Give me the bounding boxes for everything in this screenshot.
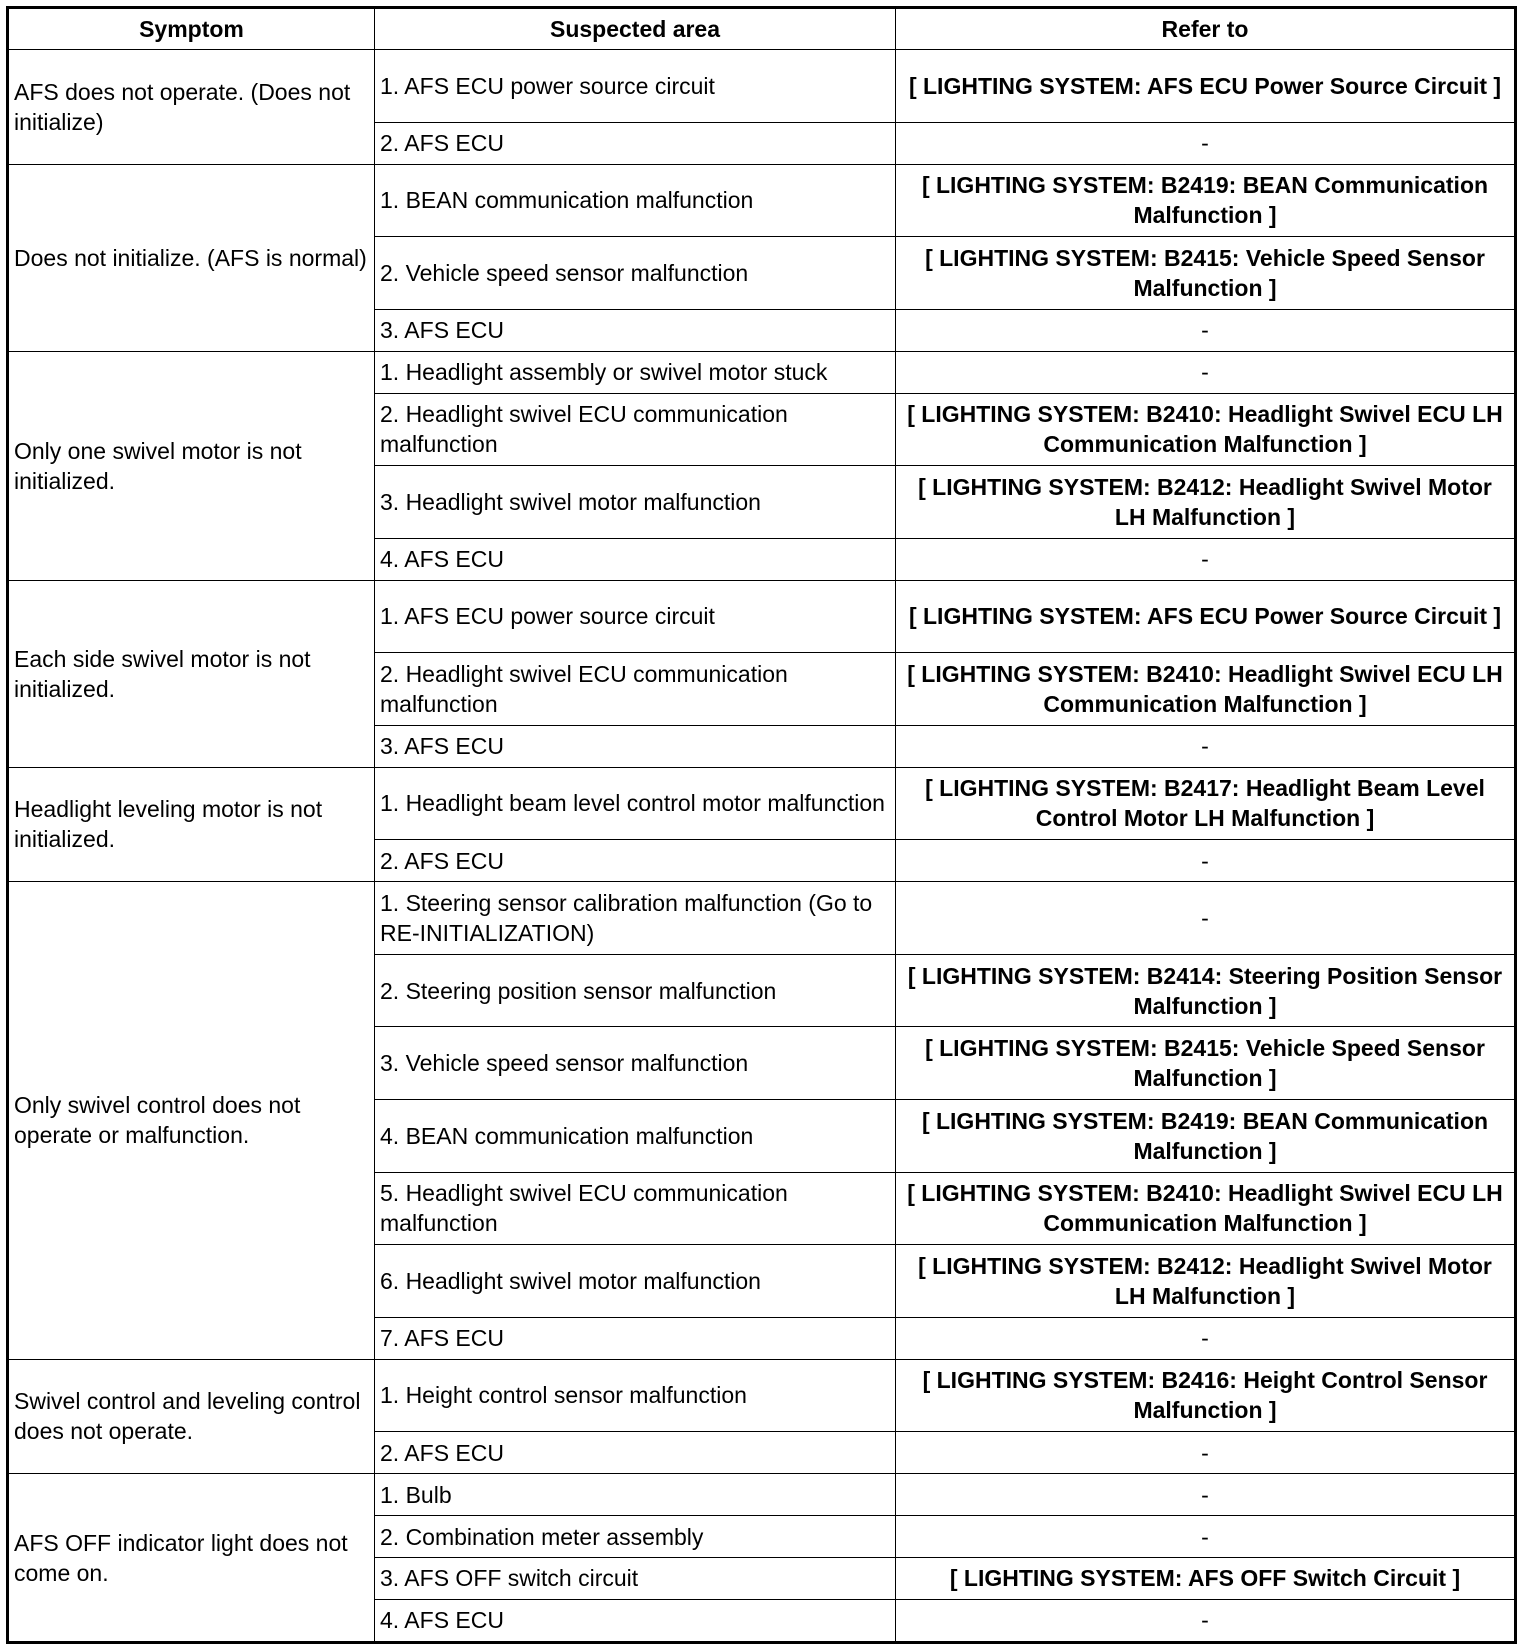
suspected-area-cell: 3. AFS ECU xyxy=(375,309,896,351)
refer-to-reference-cell: [ LIGHTING SYSTEM: B2419: BEAN Communication Malfunction ] xyxy=(896,1099,1516,1172)
symptom-cell: AFS does not operate. (Does not initialize) xyxy=(8,50,375,165)
suspected-area-cell: 3. Headlight swivel motor malfunction xyxy=(375,466,896,539)
table-row xyxy=(8,1359,1516,1432)
suspected-area-cell: 6. Headlight swivel motor malfunction xyxy=(375,1245,896,1318)
refer-to-reference-cell: [ LIGHTING SYSTEM: AFS OFF Switch Circuit ] xyxy=(896,1557,1516,1599)
suspected-area-cell: 7. AFS ECU xyxy=(375,1317,896,1359)
refer-to-empty-cell: - xyxy=(896,538,1516,580)
suspected-area-cell: 1. AFS ECU power source circuit xyxy=(375,580,896,653)
symptom-cell: AFS OFF indicator light does not come on. xyxy=(8,1474,375,1643)
suspected-area-cell: 2. AFS ECU xyxy=(375,122,896,164)
symptom-cell: Headlight leveling motor is not initialized. xyxy=(8,767,375,882)
refer-to-empty-cell: - xyxy=(896,351,1516,393)
symptom-cell: Only swivel control does not operate or malfunction. xyxy=(8,882,375,1359)
table-row xyxy=(8,882,1516,955)
problem-symptoms-table-sheet xyxy=(6,6,1514,1644)
table-row xyxy=(8,351,1516,393)
suspected-area-cell: 1. Bulb xyxy=(375,1474,896,1516)
refer-to-reference-cell: [ LIGHTING SYSTEM: B2412: Headlight Swivel Motor LH Malfunction ] xyxy=(896,466,1516,539)
refer-to-empty-cell: - xyxy=(896,1432,1516,1474)
symptom-cell: Each side swivel motor is not initialized. xyxy=(8,580,375,767)
suspected-area-cell: 2. AFS ECU xyxy=(375,840,896,882)
suspected-area-cell: 1. Steering sensor calibration malfunction (Go to RE-INITIALIZATION) xyxy=(375,882,896,955)
table-header-row xyxy=(8,8,1516,50)
table-row xyxy=(8,50,1516,123)
refer-to-reference-cell: [ LIGHTING SYSTEM: B2416: Height Control Sensor Malfunction ] xyxy=(896,1359,1516,1432)
refer-to-reference-cell: [ LIGHTING SYSTEM: B2414: Steering Position Sensor Malfunction ] xyxy=(896,954,1516,1027)
refer-to-empty-cell: - xyxy=(896,725,1516,767)
problem-symptoms-table xyxy=(6,6,1517,1644)
column-header-refer-to: Refer to xyxy=(896,8,1516,50)
column-header-suspected-area: Suspected area xyxy=(375,8,896,50)
suspected-area-cell: 1. AFS ECU power source circuit xyxy=(375,50,896,123)
refer-to-empty-cell: - xyxy=(896,1317,1516,1359)
suspected-area-cell: 2. Combination meter assembly xyxy=(375,1516,896,1558)
suspected-area-cell: 5. Headlight swivel ECU communication malfunction xyxy=(375,1172,896,1245)
column-header-symptom: Symptom xyxy=(8,8,375,50)
table-row xyxy=(8,164,1516,237)
refer-to-reference-cell: [ LIGHTING SYSTEM: B2419: BEAN Communication Malfunction ] xyxy=(896,164,1516,237)
table-body xyxy=(8,50,1516,1643)
refer-to-reference-cell: [ LIGHTING SYSTEM: B2417: Headlight Beam Level Control Motor LH Malfunction ] xyxy=(896,767,1516,840)
table-row xyxy=(8,580,1516,653)
symptom-cell: Only one swivel motor is not initialized. xyxy=(8,351,375,580)
refer-to-reference-cell: [ LIGHTING SYSTEM: B2415: Vehicle Speed Sensor Malfunction ] xyxy=(896,237,1516,310)
suspected-area-cell: 3. Vehicle speed sensor malfunction xyxy=(375,1027,896,1100)
suspected-area-cell: 1. Headlight beam level control motor malfunction xyxy=(375,767,896,840)
table-row xyxy=(8,1474,1516,1516)
suspected-area-cell: 4. BEAN communication malfunction xyxy=(375,1099,896,1172)
suspected-area-cell: 4. AFS ECU xyxy=(375,1599,896,1642)
refer-to-empty-cell: - xyxy=(896,122,1516,164)
refer-to-empty-cell: - xyxy=(896,1599,1516,1642)
suspected-area-cell: 1. Headlight assembly or swivel motor stuck xyxy=(375,351,896,393)
refer-to-empty-cell: - xyxy=(896,309,1516,351)
suspected-area-cell: 1. Height control sensor malfunction xyxy=(375,1359,896,1432)
suspected-area-cell: 2. Steering position sensor malfunction xyxy=(375,954,896,1027)
refer-to-reference-cell: [ LIGHTING SYSTEM: B2415: Vehicle Speed Sensor Malfunction ] xyxy=(896,1027,1516,1100)
suspected-area-cell: 2. Vehicle speed sensor malfunction xyxy=(375,237,896,310)
symptom-cell: Does not initialize. (AFS is normal) xyxy=(8,164,375,351)
suspected-area-cell: 3. AFS ECU xyxy=(375,725,896,767)
refer-to-reference-cell: [ LIGHTING SYSTEM: B2410: Headlight Swivel ECU LH Communication Malfunction ] xyxy=(896,1172,1516,1245)
refer-to-reference-cell: [ LIGHTING SYSTEM: AFS ECU Power Source Circuit ] xyxy=(896,580,1516,653)
refer-to-empty-cell: - xyxy=(896,882,1516,955)
suspected-area-cell: 2. AFS ECU xyxy=(375,1432,896,1474)
refer-to-empty-cell: - xyxy=(896,1516,1516,1558)
suspected-area-cell: 2. Headlight swivel ECU communication malfunction xyxy=(375,653,896,726)
suspected-area-cell: 4. AFS ECU xyxy=(375,538,896,580)
refer-to-reference-cell: [ LIGHTING SYSTEM: B2412: Headlight Swivel Motor LH Malfunction ] xyxy=(896,1245,1516,1318)
suspected-area-cell: 2. Headlight swivel ECU communication malfunction xyxy=(375,393,896,466)
symptom-cell: Swivel control and leveling control does not operate. xyxy=(8,1359,375,1474)
table-row xyxy=(8,767,1516,840)
refer-to-reference-cell: [ LIGHTING SYSTEM: B2410: Headlight Swivel ECU LH Communication Malfunction ] xyxy=(896,653,1516,726)
refer-to-reference-cell: [ LIGHTING SYSTEM: AFS ECU Power Source Circuit ] xyxy=(896,50,1516,123)
suspected-area-cell: 3. AFS OFF switch circuit xyxy=(375,1557,896,1599)
refer-to-empty-cell: - xyxy=(896,1474,1516,1516)
suspected-area-cell: 1. BEAN communication malfunction xyxy=(375,164,896,237)
refer-to-empty-cell: - xyxy=(896,840,1516,882)
refer-to-reference-cell: [ LIGHTING SYSTEM: B2410: Headlight Swivel ECU LH Communication Malfunction ] xyxy=(896,393,1516,466)
